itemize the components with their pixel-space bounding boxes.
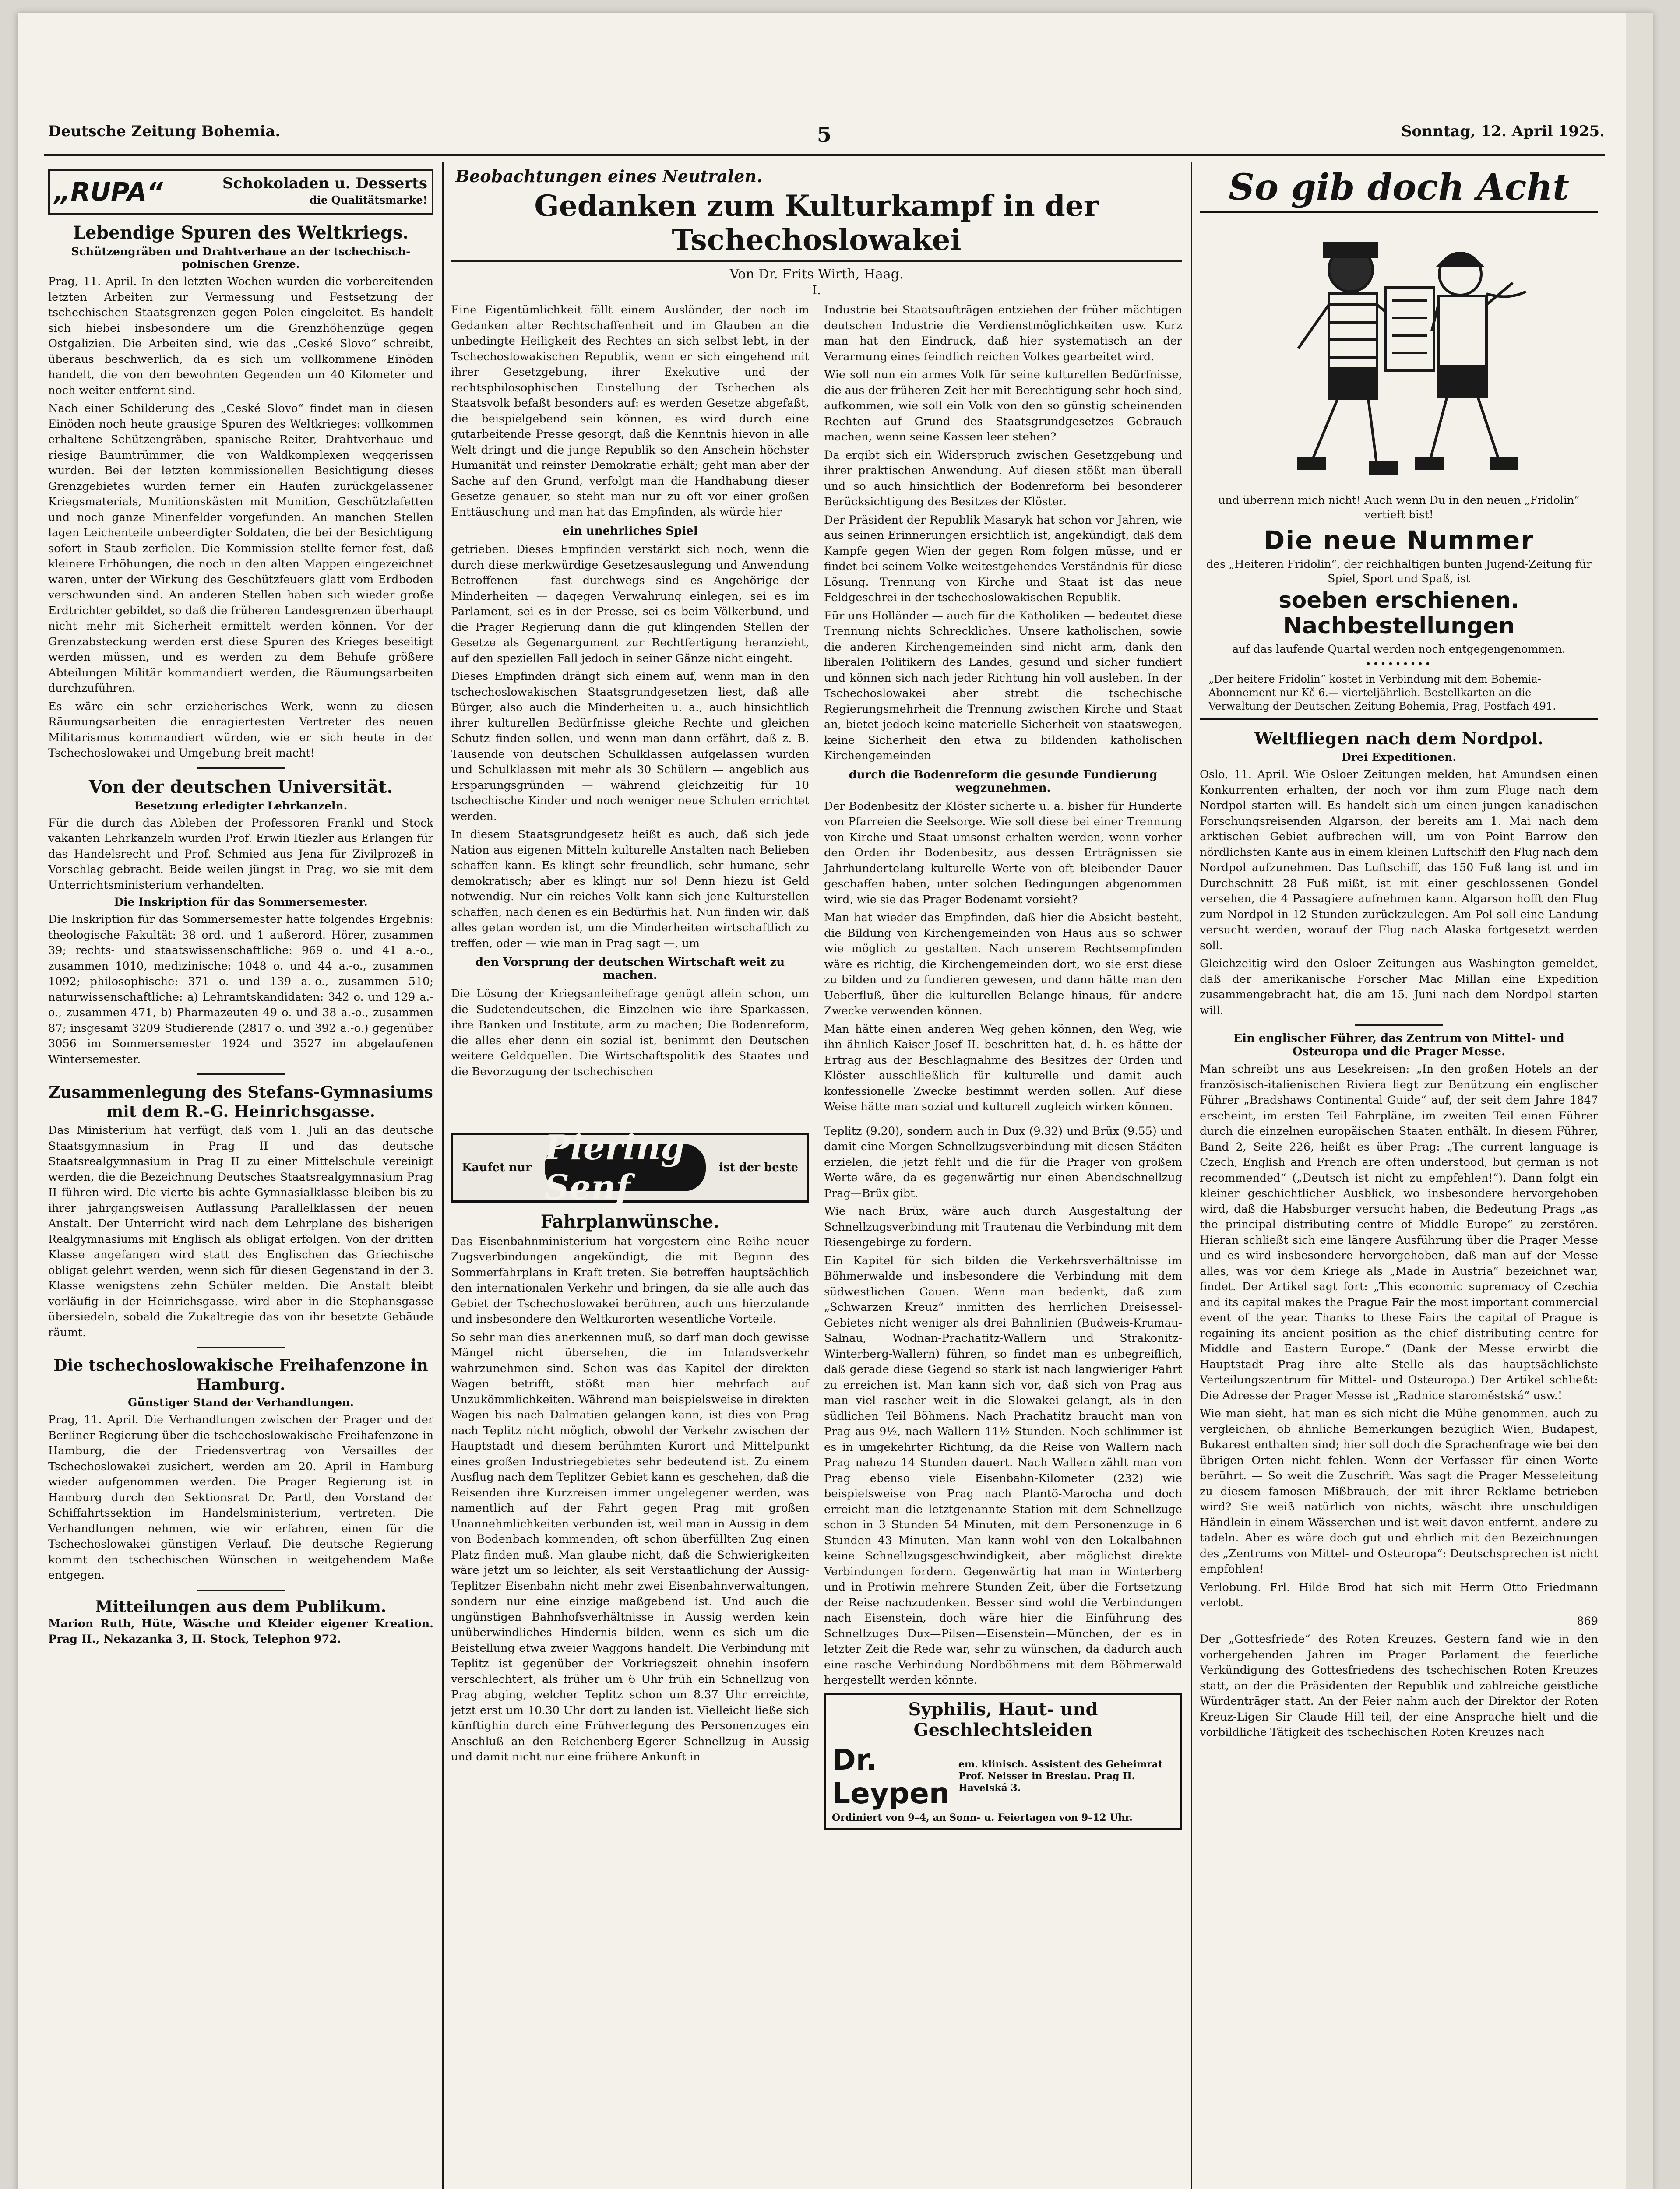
article-title-weltkrieg: Lebendige Spuren des Weltkriegs. xyxy=(73,222,409,243)
article-paragraph: Teplitz (9.20), sondern auch in Dux (9.32) und Brüx (9.55) und damit eine Morgen-Schnellzugsverbindung mit diesen Städten erzielen, die jetzt fehlt und die für die Prager von großem Werte wäre, da es gegenwärtig nur einen Abendschnellzug Prag—Brüx gibt. xyxy=(824,1124,1182,1200)
article-title-gymnasium: Zusammenlegung des Stefans-Gymnasiums mit dem R.-G. Heinrichsgasse. xyxy=(49,1083,433,1121)
fridolin-reorders-text: auf das laufende Quartal werden noch entgegengenommen. xyxy=(1232,643,1566,655)
article-divider xyxy=(197,767,285,769)
article-paragraph: Prag, 11. April. In den letzten Wochen wurden die vorbereitenden letzten Arbeiten zur Vermessung und Festsetzung der tschechischen Staatsgrenzen gegen Polen eingeleitet. Es handelt sich hiebei insbesondere um die Grenzhöhenzüge gegen Ostgalizien. Die Arbeiten sind, wie das „Ceské Slovo“ schreibt, überaus beschwerlich, da es sich um vollkommene Einöden handelt, die von den bewohnten Gegenden um 40 Kilometer und noch weiter entfernt sind. xyxy=(48,275,433,397)
column-rule-2 xyxy=(1191,162,1192,2189)
column-left xyxy=(48,166,433,2189)
article-paragraph: Das Ministerium hat verfügt, daß vom 1. Juli an das deutsche Staatsgymnasium in Prag II und das deutsche Staatsrealgymnasium in Prag II zu einer Mittelschule vereinigt werden, die die Bezeichnung Deutsches Staatsrealgymnasium Prag II führen wird. Die vierte bis achte Gymnasialklasse bleiben bis zu ihrer jahrgangsweisen Auflassung Parallelklassen der neuen Anstalt. Der Unterricht wird nach dem Lehrplane des bisherigen Realgymnasiums mit Englisch als obligat erfolgen. Von der dritten Klasse angefangen wird statt des Englischen das Griechische obligat gelehrt werden, wenn sich für diesen Gegenstand in der 3. Klasse wenigstens zehn Schüler melden. Die Anstalt bleibt vorläufig in der Heinrichsgasse, wird aber in die Stephansgasse übersiedeln, sobald die Zukaltregie das von ihr besetzte Gebäude räumt. xyxy=(48,1124,433,1339)
leypen-ad-name: Dr. Leypen xyxy=(832,1742,950,1810)
article-subtitle-nordpol: Drei Expeditionen. xyxy=(1342,751,1456,764)
lower-section xyxy=(451,1124,1182,1830)
header-date: Sonntag, 12. April 1925. xyxy=(1401,123,1605,140)
article-paragraph: Verlobung. Frl. Hilde Brod hat sich mit Herrn Otto Friedmann verlobt. xyxy=(1200,1580,1598,1609)
article-paragraph: Marion Ruth, Hüte, Wäsche und Kleider eigener Kreation. Prag II., Nekazanka 3, II. Stock, Telephon 972. xyxy=(48,1617,433,1646)
article-paragraph: Da ergibt sich ein Widerspruch zwischen Gesetzgebung und ihrer praktischen Anwendung. Auf diesen stößt man überall und so auch hinsichtlich der Bodenreform bei besonderer Berücksichtigung des Besitzes der Klöster. xyxy=(824,448,1182,508)
leypen-ad-details: em. klinisch. Assistent des Geheimrat Prof. Neisser in Breslau. Prag II. Havelská 3. xyxy=(958,1759,1163,1794)
article-divider xyxy=(1355,1024,1443,1026)
senf-ad-left: Kaufet nur xyxy=(462,1161,532,1174)
fridolin-reorders: Nachbestellungen xyxy=(1283,613,1515,639)
article-paragraph: Dieses Empfinden drängt sich einem auf, wenn man in den tschechoslowakischen Staatsgrundgesetzen liest, daß alle Bürger, also auch die Minderheiten u. a., auch hinsichtlich ihrer kulturellen Bedürfnisse gleiche Rechte und gleichen Schutz finden sollen, und wenn man dann erfährt, daß z. B. Tausende von deutschen Schulklassen aufgelassen wurden und Schulklassen mit mehr als 30 Schülern — angeblich aus Ersparungsgründen — während gleichzeitig für 10 tschechische Kinder und noch weniger neue Schulen errichtet werden. xyxy=(451,670,809,823)
header-rule xyxy=(44,154,1605,156)
article-paragraph: Gleichzeitig wird den Osloer Zeitungen aus Washington gemeldet, daß der amerikanische Forscher Mac Millan eine Expedition zusammengebracht hat, die am 15. Juni nach dem Nordpol starten will. xyxy=(1200,957,1598,1017)
article-paragraph: getrieben. Dieses Empfinden verstärkt sich noch, wenn die durch diese merkwürdige Gesetzesauslegung und Anwendung Betroffenen — fast durchwegs sind es Angehörige der Minderheiten — dagegen Verwahrung einlegen, sei es im Parlament, sei es in der Presse, sei es beim Völkerbund, und die Prager Regierung dann die gut klingenden Stellen der Gesetze als Gegenargument zur Rechtfertigung heranzieht, auf den speziellen Fall jedoch in seiner Gänze nicht eingeht. xyxy=(451,543,809,665)
senf-ad-right: ist der beste xyxy=(719,1161,798,1174)
rupa-line1: Schokoladen u. Desserts xyxy=(222,175,427,192)
fridolin-description: des „Heiteren Fridolin“, der reichhaltigen bunten Jugend-Zeitung für Spiel, Sport und Spaß, ist xyxy=(1206,558,1592,585)
main-article-left xyxy=(451,303,809,1118)
article-paragraph: Wie soll nun ein armes Volk für seine kulturellen Bedürfnisse, die aus der früheren Zeit her mit Berechtigung sehr hoch sind, aufkommen, wie soll ein Volk von den so günstig scheinenden Rechten auf Grund des Staatsgrundgesetzes Gebrauch machen, wenn seine Kassen leer stehen? xyxy=(824,368,1182,443)
fridolin-caption: und überrenn mich nicht! Auch wenn Du in den neuen „Fridolin“ vertieft bist! xyxy=(1218,494,1580,521)
page-header xyxy=(44,123,1605,158)
article-divider xyxy=(197,1590,285,1591)
article-paragraph: Nach einer Schilderung des „Ceské Slovo“ findet man in diesen Einöden noch heute grausige Spuren des Weltkrieges: vollkommen erhaltene Schützengräben, spanische Reiter, Drahtverhaue und riesige Baumtrümmer, die von Waldkomplexen weggerissen wurden. Bei der letzten kommissionellen Besichtigung dieses Grenzgebietes wurden ferner ein Haufen zurückgelassener Kriegsmaterials, Munitionskästen mit Munition, Geschützlafetten und noch ganze Minenfelder vorgefunden. An manchen Stellen lagen Leichenteile unbeerdigter Soldaten, die bei der Besichtigung sofort in Staub zerfielen. Die Kommission stellte ferner fest, daß kleinere Erhöhungen, die noch in den alten Mappen eingezeichnet waren, unter der Wirkung des Geschützfeuers glatt vom Erdboden verschwunden sind. An anderen Stellen haben sich wieder große Erdtrichter gebildet, so daß die früheren Landesgrenzen überhaupt nicht mehr mit Sicherheit ermittelt werden können. Vor der Grenzabsteckung werden erst diese Spuren des Krieges beseitigt werden müssen, und es werden zu dem Behufe größere Abteilungen Militär kommandiert werden, die Räumungsarbeiten durchzuführen. xyxy=(48,402,433,695)
article-subtitle-weltkrieg: Schützengräben und Drahtverhaue an der tschechisch-polnischen Grenze. xyxy=(71,245,411,271)
article-title-fahrplan: Fahrplanwünsche. xyxy=(540,1211,720,1232)
article-code: 869 xyxy=(1577,1614,1598,1628)
article-paragraph: Der Bodenbesitz der Klöster sicherte u. a. bisher für Hunderte von Pfarreien die Seelsorge. Wie soll diese bei einer Trennung von Kirche und Staat umsonst erhalten werden, wenn vorher den Orden ihr Bodenbesitz, aus dessen Erträgnissen sie Jahrhundertelang kulturelle Werte von oft bleibender Dauer geschaffen haben, unter solchen Bedingungen abgenommen wird, wie sie das Prager Bodenamt vorsieht? xyxy=(824,799,1182,906)
column-rule-1 xyxy=(442,162,444,2189)
rupa-logo: „RUPA“ xyxy=(54,177,163,207)
article-paragraph: Für uns Holländer — auch für die Katholiken — bedeutet diese Trennung nichts Schreckliches. Unsere katholischen, sowie die anderen Kirchengemeinden sind nicht arm, dank den liberalen Politikern des Landes, gesund und sicher fundiert und können sich nach jeder Richtung hin voll ausleben. In der Tschechoslowakei aber strebt die tschechische Regierungsmehrheit die Trennung zwischen Kirche und Staat an, bietet jedoch keine materielle Sicherheit von staatswegen, keine Sicherheit den etwa zu bildenden katholischen Kirchengemeinden xyxy=(824,609,1182,762)
article-paragraph: Für die durch das Ableben der Professoren Frankl und Stock vakanten Lehrkanzeln wurden Prof. Erwin Riezler aus Erlangen für das Handelsrecht und Prof. Schmied aus Jena für Zivilprozeß in Vorschlag gebracht. Beide weilen jüngst in Prag, wo sie mit dem Unterrichtsministerium verhandelten. xyxy=(48,816,433,892)
article-paragraph: Wie man sieht, hat man es sich nicht die Mühe genommen, auch zu vergleichen, ob ähnliche Bemerkungen bezüglich Wien, Budapest, Bukarest enthalten sind; hier soll doch die Sprachenfrage wie bei den übrigen Orten nicht fehlen. Wenn der Verfasser für einen Worte berührt. — So weit die Zuschrift. Was sagt die Prager Messeleitung zu diesem famosen Mißbrauch, der mit ihrer Reklame betrieben wird? Sie weiß natürlich von nichts, wäscht ihre unschuldigen Händlein in einem Wässerchen und ist weit davon entfernt, andere zu tadeln. Aber es wäre doch gut und ehrlich mit den Bezeichnungen des „Zentrums von Mittel- und Osteuropa“: Deutschsprechen ist nicht empfohlen! xyxy=(1200,1407,1598,1576)
article-paragraph: Die Inskription für das Sommersemester hatte folgendes Ergebnis: theologische Fakultät: 38 ord. und 1 außerord. Hörer, zusammen 39; rechts- und staatswissenschaftliche: 969 o. und 41 a.-o., zusammen 1010, medizinische: 1048 o. und 44 a.-o., zusammen 1092; philosophische: 371 o. und 139 a.-o., zusammen 510; naturwissenschaftliche: a) Lehramtskandidaten: 342 o. und 129 a.-o., zusammen 471, b) Pharmazeuten 49 o. und 38 a.-o., zusammen 87; insgesamt 3209 Studierende (2817 o. und 392 a.-o.) gegenüber 3056 im Sommersemester 1924 und 3527 im abgelaufenen Wintersemester. xyxy=(48,913,433,1066)
leypen-ad-hours: Ordiniert von 9–4, an Sonn- u. Feiertagen von 9–12 Uhr. xyxy=(832,1812,1133,1823)
column-right xyxy=(1200,166,1598,2189)
article-paragraph: Der „Gottesfriede“ des Roten Kreuzes. Gestern fand wie in den vorhergehenden Jahren im Prager Parlament die feierliche Verkündigung des Gottesfriedens des tschechischen Roten Kreuzes statt, an der die Präsidenten der Republik und zahlreiche geistliche Würdenträger statt. An der Feier nahm auch der Direktor der Roten Kreuz-Ligen Sir Claude Hill teil, der eine Ansprache hielt und die vorbildliche Tätigkeit des tschechischen Roten Kreuzes nach xyxy=(1200,1633,1598,1739)
fridolin-price: „Der heitere Fridolin“ kostet in Verbindung mit dem Bohemia-Abonnement nur Kč 6.— vierteljährlich. Bestellkarten an die Verwaltung der Deutschen Zeitung Bohemia, Prag, Postfach 491. xyxy=(1208,673,1556,712)
article-inline-head: ein unehrliches Spiel xyxy=(562,524,698,538)
article-paragraph: Es wäre ein sehr erzieherisches Werk, wenn zu diesen Räumungsarbeiten die enragiertesten Vertreter des neuen Militarismus kommandiert würden, wie er sich heute in der Tschechoslowakei und Umgebung breit macht! xyxy=(48,700,433,760)
rupa-ad xyxy=(48,169,433,215)
article-paragraph: Man schreibt uns aus Lesekreisen: „In den großen Hotels an der französisch-italienischen Riviera liegt zur Benützung ein englischer Führer „Bradshaws Continental Guide“ auf, der seit dem Jahre 1847 erscheint, im ersten Teil Fahrpläne, im zweiten Teil einen Führer durch die einzelnen europäischen Staaten enthält. In diesem Führer, Band 2, Seite 226, heißt es über Prag: „The current language is Czech, English and French are often understood, but german is not recommended“ („Deutsch ist nicht zu empfehlen!“). Dann folgt ein kleiner geschichtlicher Ausblick, wo insbesondere hervorgehoben wird, daß die Habsburger versucht haben, die Bedeutung Prags „as the principal distributing centre of Middle Europe“ zu zerstören. Hieran schließt sich eine längere Ausführung über die Prager Messe und es wird insbesondere hervorgehoben, daß man auf der Messe alles, was vor dem Kriege als „Made in Austria“ bezeichnet war, findet. Der Artikel sagt fort: „This economic supremacy of Czechia and its capital makes the Prague Fair the most important commercial event of the year. Thanks to these Fairs the capital of Prague is regaining its ancient position as the chief distributing centre for Middle and Eastern Europe.“ (Dank der Messe erwirbt die Hauptstadt Prag ihre alte Stelle als das hauptsächlichste Verteilungszentrum für Mittel- und Osteuropa.) Der Artikel schließt: Die Adresse der Prager Messe ist „Radnice staroměstská“ usw.! xyxy=(1200,1063,1598,1402)
article-divider xyxy=(197,1347,285,1348)
article-paragraph: Das Eisenbahnministerium hat vorgestern eine Reihe neuer Zugsverbindungen angekündigt, die mit Beginn des Sommerfahrplans in Kraft treten. Sie betreffen hauptsächlich den internationalen Verkehr und bringen, da sie alle auch das Gebiet der Tschechoslowakei berühren, auch uns hierzulande und insbesondere den Weltkurorten wesentliche Vorteile. xyxy=(451,1235,809,1326)
article-inline-head: durch die Bodenreform die gesunde Fundierung wegzunehmen. xyxy=(849,768,1158,795)
article-title-nordpol: Weltfliegen nach dem Nordpol. xyxy=(1254,728,1544,748)
main-article-right xyxy=(824,303,1182,1118)
rupa-line2: die Qualitätsmarke! xyxy=(310,194,427,206)
lower-left xyxy=(451,1124,809,1830)
main-article-body xyxy=(451,303,1182,1118)
article-paragraph: Industrie bei Staatsaufträgen entziehen der früher mächtigen deutschen Industrie die Verdienstmöglichkeiten usw. Kurz man hat den Eindruck, daß hier systematisch an der Verarmung eines feindlich reichen Volkes gearbeitet wird. xyxy=(824,303,1182,363)
fridolin-divider: ••••••••• xyxy=(1365,659,1433,670)
fridolin-published: soeben erschienen. xyxy=(1278,588,1519,613)
article-paragraph: Eine Eigentümlichkeit fällt einem Ausländer, der noch im Gedanken alter Rechtschaffenheit und im Glauben an die unbedingte Heiligkeit des Rechtes an sich selbst lebt, in der Tschechoslowakischen Republik, wenn er sich eingehend mit ihrer Gesetzgebung, ihrer Exekutive und der rechtsphilosophischen Einstellung der Tschechen als Staatsvolk befaßt besonders auf: es werden Gesetze abgefaßt, die beispielgebend sein können, es wird durch eine gutarbeitende Presse gesorgt, daß die Kenntnis hievon in alle Welt dringt und die junge Republik so den Anschein höchster Humanität und reinster Demokratie erhält; geht man aber der Sache auf den Grund, verfolgt man die Handhabung dieser Gesetze genauer, so steht man nur zu oft vor einer großen Enttäuschung und man hat das Empfinden, als würde hier xyxy=(451,303,809,519)
main-headline: Gedanken zum Kulturkampf in der Tschechoslowakei xyxy=(451,189,1182,262)
article-paragraph: Man hat wieder das Empfinden, daß hier die Absicht besteht, die Bildung von Kirchengemeinden von Haus aus so schwer wie möglich zu gestalten. Nach unserem Rechtsempfinden wäre es richtig, die Kirchengemeinden dort, wo sie erst diese zu bilden und zu fundieren gewesen, und dann hätte man den Ueberfluß, über die kulturellen Belange hinaus, für andere Zwecke verwenden können. xyxy=(824,911,1182,1017)
article-subtitle-freihafen: Günstiger Stand der Verhandlungen. xyxy=(128,1396,354,1409)
article-paragraph: Prag, 11. April. Die Verhandlungen zwischen der Prager und der Berliner Regierung über die tschechoslowakische Freihafenzone in Hamburg, die der Friedensvertrag von Versailles der Tschechoslowakei zusichert, werden am 20. April in Hamburg wieder aufgenommen werden. Die Prager Regierung ist in Hamburg durch den Sektionsrat Dr. Partl, den Vorstand der Schiffahrtssektion im Handelsministerium, vertreten. Die Verhandlungen nehmen, wie wir erfahren, einen für die Tschechoslowakei günstigen Verlauf. Die deutsche Regierung kommt den tschechischen Wünschen in weitgehendem Maße entgegen. xyxy=(48,1413,433,1582)
fridolin-illustration xyxy=(1263,217,1535,489)
article-inline-head: den Vorsprung der deutschen Wirtschaft weit zu machen. xyxy=(475,956,785,982)
leypen-ad-middle xyxy=(832,1743,1174,1810)
article-title-freihafen: Die tschechoslowakische Freihafenzone in Hamburg. xyxy=(53,1356,428,1394)
senf-ad-brand: Piering Senf xyxy=(545,1144,706,1191)
leypen-ad-top: Syphilis, Haut- und Geschlechtsleiden xyxy=(908,1699,1098,1740)
fridolin-ad xyxy=(1200,166,1598,720)
article-title-fuehrer: Ein englischer Führer, das Zentrum von Mittel- und Osteuropa und die Prager Messe. xyxy=(1233,1032,1564,1058)
article-part-number: I. xyxy=(812,283,821,297)
article-divider xyxy=(197,1073,285,1075)
rupa-text xyxy=(172,175,427,208)
article-title-universitaet: Von der deutschen Universität. xyxy=(88,776,393,797)
article-paragraph: Ein Kapitel für sich bilden die Verkehrsverhältnisse im Böhmerwalde und insbesondere die Verbindung mit dem südwestlichen Gauen. Wenn man bedenkt, daß zum „Schwarzen Kreuz“ inmitten des herrlichen Dreisessel-Gebietes nicht weniger als drei Bahnlinien (Budweis-Krumau-Salnau, Wodnan-Prachatitz-Wallern und Strakonitz-Winterberg-Wallern) führen, so findet man es unbegreiflich, daß gerade diese Gegend so stark ist nach langwieriger Fahrt zu erreichen ist. Man kann sich vor, daß sich von Prag aus man viel rascher weit in die Slowakei gelangt, als in den südlichen Teil Böhmens. Nach Prachatitz braucht man von Prag aus 9½, nach Wallern 11½ Stunden. Noch schlimmer ist es in umgekehrter Richtung, da die Reise von Wallern nach Prag nahezu 14 Stunden dauert. Nach Wallern zählt man von Prag ebenso viele Eisenbahn-Kilometer (232) wie beispielsweise von Prag nach Plantö-Marocha und doch erreicht man die letztgenannte Station mit dem Schnellzuge schon in 3 Stunden 54 Minuten, mit dem Personenzuge in 6 Stunden 43 Minuten. Man kann wohl von den Lokalbahnen keine Schnellzugsgeschwindigkeit, aber möglichst direkte Verbindungen fordern. Gegenwärtig hat man in Winterberg und in Protiwin mehrere Stunden Zeit, über die Fortsetzung der Reise nachzudenken. Besser sind wohl die Verbindungen nach Eisenstein, doch wäre hier die Einführung des Schnellzuges Dux—Pilsen—Eisenstein—München, der es in letzter Zeit die Rede war, sehr zu wünschen, da dadurch auch eine rasche Verbindung Nordböhmens mit dem Böhmerwald hergestellt werden könnte. xyxy=(824,1254,1182,1687)
senf-ad xyxy=(451,1127,809,1207)
fridolin-ad-title: So gib doch Acht xyxy=(1200,166,1598,213)
header-page-number: 5 xyxy=(817,123,832,147)
article-subtitle-universitaet: Besetzung erledigter Lehrkanzeln. xyxy=(134,799,348,812)
article-paragraph: Oslo, 11. April. Wie Osloer Zeitungen melden, hat Amundsen einen Konkurrenten erhalten, der noch vor ihm zum Fluge nach dem Nordpol starten will. Es handelt sich um einen jungen kanadischen Forschungsreisenden Algarson, der bereits am 1. Mai nach dem arktischen Gebiet aufbrechen will, um von Point Barrow den nördlichsten Kante aus in einem kleinen Luftschiff den Flug nach dem Nordpol aufzunehmen. Das Luftschiff, das 150 Fuß lang ist und im Durchschnitt 28 Fuß mißt, ist mit einer geschlossenen Gondel versehen, die 4 Passagiere aufnehmen kann. Algarson hofft den Flug zum Nordpol in 12 Stunden zurückzulegen. Am Pol soll eine Landung versucht werden, worauf der Flug nach Alaska fortgesetzt werden soll. xyxy=(1200,768,1598,952)
header-paper-name: Deutsche Zeitung Bohemia. xyxy=(48,123,281,140)
fridolin-new-issue: Die neue Nummer xyxy=(1264,525,1534,555)
page-edge xyxy=(1626,13,1653,2189)
leypen-ad xyxy=(824,1693,1182,1830)
article-paragraph: Der Präsident der Republik Masaryk hat schon vor Jahren, wie aus seinen Erinnerungen ersichtlich ist, angekündigt, daß dem Kampfe gegen Wien der gegen Rom folgen müsse, und er findet bei seinem Volke weitestgehendes Verständnis für diese Lösung. Trennung von Kirche und Staat ist das neue Feldgeschrei in der tschechoslowakischen Republik. xyxy=(824,513,1182,604)
article-subhead-inskription: Die Inskription für das Sommersemester. xyxy=(114,896,368,908)
article-paragraph: In diesem Staatsgrundgesetz heißt es auch, daß sich jede Nation aus eigenen Mitteln kulturelle Anstalten nach Belieben schaffen kann. Es klingt sehr freundlich, sehr humane, sehr demokratisch; aber es klingt nur so! Denn hiezu ist Geld notwendig. Nur ein reiches Volk kann sich jene Kulturstellen schaffen, nach denen es ein Bedürfnis hat. Nun finden wir, daß alles getan worden ist, um die Minderheiten wirtschaftlich zu treffen, oder — wie man in Prag sagt —, um xyxy=(451,828,809,950)
article-title-publikum: Mitteilungen aus dem Publikum. xyxy=(95,1597,387,1616)
article-paragraph: Man hätte einen anderen Weg gehen können, den Weg, wie ihn ähnlich Kaiser Josef II. beschritten hat, d. h. es hätte der Ertrag aus der Beschlagnahme des Besitzes der Orden und Klöster ausschließlich für kulturelle und damit auch konfessionelle Zwecke bestimmt werden sollen. Auf diese Weise hätte man sozial und kulturell zugleich wirken können. xyxy=(824,1022,1182,1113)
article-paragraph: So sehr man dies anerkennen muß, so darf man doch gewisse Mängel nicht übersehen, die im Inlandsverkehr wahrzunehmen sind. Schon was das Kapitel der direkten Wagen betrifft, stößt man hier mehrfach auf Unzukömmlichkeiten. Während man beispielsweise in direkten Wagen bis nach Dalmatien gelangen kann, ist dies von Prag nach Teplitz nicht möglich, obwohl der Verkehr zwischen der Hauptstadt und diesem berühmten Kurort und Mittelpunkt eines großen Industriegebietes sehr bedeutend ist. Zu einem Ausflug nach dem Teplitzer Gebiet kann es geschehen, daß die Reisenden ihre Kurzreisen immer ungelegener werden, was namentlich auf der Fahrt gegen Prag mit großen Unannehmlichkeiten verbunden ist, weil man in Aussig in dem von Bodenbach kommenden, oft schon überfüllten Zug einen Platz finden muß. Man glaube nicht, daß die Schwierigkeiten wäre jetzt um so leichter, als seit Verstaatlichung der Aussig-Teplitzer Eisenbahn nicht mehr zwei Eisenbahnverwaltungen, sondern nur eine einzige maßgebend ist. Und auch die ungünstigen Bahnhofsverhältnisse in Aussig werden kein unüberwindliches Hindernis bilden, wenn es sich um die Beistellung etwa zweier Waggons handelt. Die Verbindung mit Teplitz ist gegenüber der Vorkriegszeit ohnehin insofern verschlechtert, als früher um 6 Uhr früh ein Schnellzug von Prag abging, welcher Teplitz schon um 8.37 Uhr erreichte, jetzt erst um 10.30 Uhr dort zu landen ist. Vielleicht ließe sich künftighin durch eine Frühverlegung des Personenzuges ein Anschluß an den Reichenberg-Egerer Schnellzug in Aussig und damit nicht nur eine frühere Ankunft in xyxy=(451,1330,809,1763)
article-paragraph: Wie nach Brüx, wäre auch durch Ausgestaltung der Schnellzugsverbindung mit Trautenau die Verbindung mit dem Riesengebirge zu fordern. xyxy=(824,1205,1182,1249)
article-byline: Von Dr. Frits Wirth, Haag. xyxy=(729,267,904,282)
column-middle xyxy=(451,166,1182,2189)
article-paragraph: Die Lösung der Kriegsanleihefrage genügt allein schon, um die Sudetendeutschen, die Einzelnen wie ihre Sparkassen, ihre Banken und Institute, arm zu machen; Die Bodenreform, die alles eher denn ein sozial ist, benimmt den Deutschen weitere Geldquellen. Die Wirtschaftspolitik des Staates und die Bevorzugung der tschechischen xyxy=(451,987,809,1078)
newspaper-page xyxy=(18,13,1653,2189)
article-kicker: Beobachtungen eines Neutralen. xyxy=(455,166,763,186)
lower-right xyxy=(824,1124,1182,1830)
